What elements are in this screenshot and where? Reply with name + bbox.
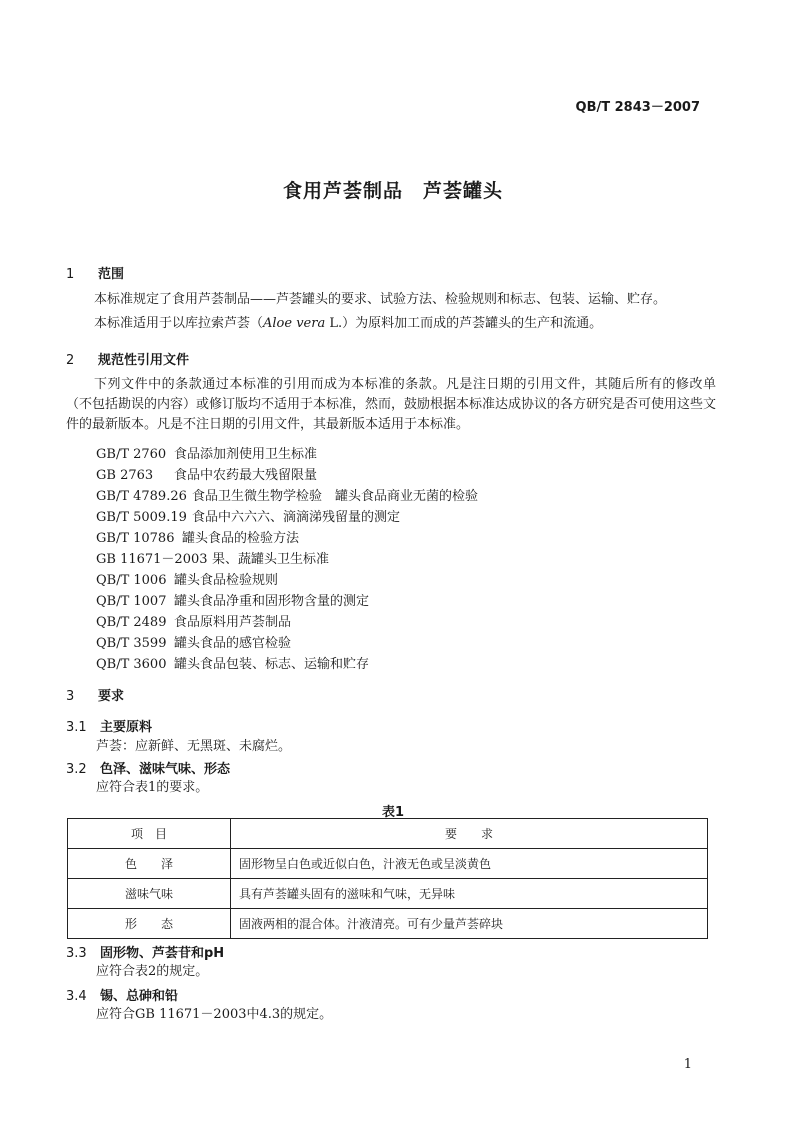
section-1-number: 1 <box>66 267 75 282</box>
subsection-3-3-heading <box>66 942 224 961</box>
reference-code: GB 11671－2003 <box>96 552 208 567</box>
reference-code: GB 2763 <box>96 468 154 483</box>
reference-item <box>96 548 329 567</box>
reference-title: 罐头食品净重和固形物含量的测定 <box>174 594 370 609</box>
table-cell: 形 态 <box>68 909 231 939</box>
scope-p2-prefix: 本标准适用于以库拉索芦荟（ <box>94 316 264 331</box>
subsection-3-4-text: 应符合GB 11671－2003中4.3的规定。 <box>96 1007 333 1022</box>
reference-item <box>96 569 278 588</box>
subsection-3-1-text: 芦荟：应新鲜、无黑斑、未腐烂。 <box>96 739 292 754</box>
subsection-3-1-heading <box>66 716 152 735</box>
reference-code: QB/T 3600 <box>96 657 167 672</box>
subsection-3-4-heading <box>66 985 178 1004</box>
table-row <box>68 909 708 939</box>
subsection-number: 3.1 <box>66 720 87 735</box>
table-cell: 固形物呈白色或近似白色，汁液无色或呈淡黄色 <box>231 849 708 879</box>
reference-code: GB/T 2760 <box>96 447 167 462</box>
page-number: 1 <box>683 1057 692 1072</box>
reference-item <box>96 506 400 525</box>
reference-item <box>96 653 369 672</box>
table-cell: 固液两相的混合体。汁液清亮。可有少量芦荟碎块 <box>231 909 708 939</box>
section-3-heading <box>66 685 124 704</box>
section-2-title: 规范性引用文件 <box>98 353 190 368</box>
scope-p2-latin: Aloe vera <box>263 316 326 331</box>
reference-title: 食品原料用芦荟制品 <box>174 615 292 630</box>
scope-p2-suffix: L.）为原料加工而成的芦荟罐头的生产和流通。 <box>325 316 603 331</box>
standard-code: QB/T 2843－2007 <box>575 100 700 115</box>
table-header-cell: 要 求 <box>231 819 708 849</box>
reference-item <box>96 527 299 546</box>
reference-title: 罐头食品的检验方法 <box>182 531 300 546</box>
subsection-3-3-text: 应符合表2的规定。 <box>96 964 209 979</box>
section-1-title: 范围 <box>98 267 125 282</box>
section-3-title: 要求 <box>98 689 125 704</box>
table-header-row <box>68 819 708 849</box>
reference-code: QB/T 3599 <box>96 636 167 651</box>
scope-paragraph-1: 本标准规定了食用芦荟制品——芦荟罐头的要求、试验方法、检验规则和标志、包装、运输、贮存。 <box>94 292 667 307</box>
scope-paragraph-2 <box>94 314 602 334</box>
reference-title: 食品中六六六、滴滴涕残留量的测定 <box>192 510 401 525</box>
references-intro: 下列文件中的条款通过本标准的引用而成为本标准的条款。凡是注日期的引用文件，其随后所有的修改单（不包括勘误的内容）或修订版均不适用于本标准，然而，鼓励根据本标准达成协议的各方研究是否可使用这些文件的最新版本。凡是不注日期的引用文件，其最新版本适用于本标准。 <box>66 377 717 432</box>
reference-title: 食品添加剂使用卫生标准 <box>174 447 318 462</box>
table-cell: 具有芦荟罐头固有的滋味和气味，无异味 <box>231 879 708 909</box>
reference-title: 罐头食品包装、标志、运输和贮存 <box>174 657 370 672</box>
section-2-number: 2 <box>66 353 75 368</box>
reference-code: GB/T 5009.19 <box>96 510 187 525</box>
reference-code: QB/T 1006 <box>96 573 167 588</box>
subsection-number: 3.4 <box>66 989 87 1004</box>
subsection-number: 3.2 <box>66 762 87 777</box>
reference-item <box>96 464 317 483</box>
subsection-title: 固形物、芦荟苷和pH <box>100 946 225 961</box>
table-row <box>68 879 708 909</box>
document-title: 食用芦荟制品 芦荟罐头 <box>282 180 503 202</box>
reference-title: 罐头食品检验规则 <box>174 573 279 588</box>
table-1 <box>67 818 708 939</box>
reference-code: GB/T 10786 <box>96 531 175 546</box>
table-cell: 滋味气味 <box>68 879 231 909</box>
subsection-title: 主要原料 <box>100 720 153 735</box>
subsection-number: 3.3 <box>66 946 87 961</box>
reference-item <box>96 485 478 504</box>
table-cell: 色 泽 <box>68 849 231 879</box>
reference-title: 食品中农药最大残留限量 <box>174 468 318 483</box>
section-1-heading <box>66 263 124 282</box>
reference-item <box>96 443 317 462</box>
subsection-title: 色泽、滋味气味、形态 <box>100 762 231 777</box>
reference-title: 罐头食品的感官检验 <box>174 636 292 651</box>
reference-code: GB/T 4789.26 <box>96 489 187 504</box>
reference-code: QB/T 1007 <box>96 594 167 609</box>
reference-title: 食品卫生微生物学检验 罐头食品商业无菌的检验 <box>192 489 479 504</box>
table-header-cell: 项 目 <box>68 819 231 849</box>
reference-item <box>96 590 369 609</box>
subsection-3-2-text: 应符合表1的要求。 <box>96 780 209 795</box>
reference-item <box>96 611 291 630</box>
section-3-number: 3 <box>66 689 75 704</box>
reference-title: 果、蔬罐头卫生标准 <box>212 552 330 567</box>
reference-item <box>96 632 291 651</box>
subsection-title: 锡、总砷和铅 <box>100 989 179 1004</box>
table-1-caption: 表1 <box>381 805 405 820</box>
subsection-3-2-heading <box>66 758 230 777</box>
table-row <box>68 849 708 879</box>
section-2-heading <box>66 349 189 368</box>
reference-code: QB/T 2489 <box>96 615 167 630</box>
